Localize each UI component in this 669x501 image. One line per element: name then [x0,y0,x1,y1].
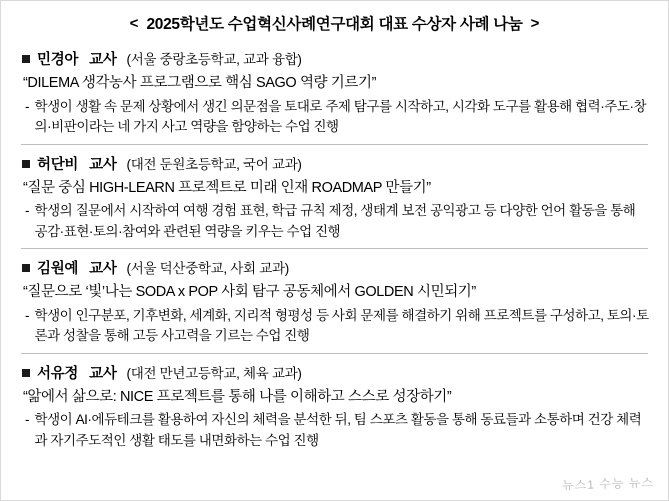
teacher-name: 서유정 [37,365,79,382]
case-item [19,147,650,250]
teacher-role: 교사 [89,261,117,278]
case-description: 학생의 질문에서 시작하여 여행 경험 표현, 학급 규칙 제정, 생태계 보전 공익광고 등 다양한 언어 활동을 통해 공감·표현·토의·참여와 관련된 역량을 키우는 수업 진행 [34,203,636,239]
case-description: 학생이 생활 속 문제 상황에서 생긴 의문점을 토대로 주제 탐구를 시작하고, 시각화 도구를 활용해 협력·주도·창의·비판이라는 네 가지 사고 역량을 함양하는 수업 진행 [34,98,647,135]
case-description: 학생이 인구분포, 기후변화, 세계화, 지리적 형평성 등 사회 문제를 해결하기 위해 프로젝트를 구성하고, 토의·토론과 성찰을 통해 고등 사고력을 기르는 수업 진행 [34,307,649,344]
case-description-row [19,305,650,347]
dash-marker: - [25,203,30,219]
square-bullet-icon [22,264,30,272]
teacher-affiliation: (서울 덕산중학교, 사회 교과) [126,261,289,277]
case-description-row [19,200,650,242]
cases-list [1,40,668,451]
case-header [19,251,650,280]
case-item [19,251,650,354]
teacher-role: 교사 [89,365,117,382]
case-description-row [19,96,650,138]
case-item [19,42,650,145]
case-item [19,356,650,452]
case-quote: “앎에서 삶으로: NICE 프로젝트를 통해 나를 이해하고 스스로 성장하기” [23,388,452,405]
teacher-affiliation: (대전 만년고등학교, 체육 교과) [126,365,302,381]
teacher-role: 교사 [89,156,117,173]
watermark: 뉴스1 수능 뉴스 [561,475,655,493]
case-description-row [19,409,650,451]
teacher-affiliation: (대전 둔원초등학교, 국어 교과) [126,156,302,172]
divider [21,353,648,354]
case-quote: “질문 중심 HIGH-LEARN 프로젝트로 미래 인재 ROADMAP 만들기” [23,179,431,196]
dash-marker: - [25,307,30,323]
divider [21,144,648,145]
teacher-name: 민경아 [37,52,79,68]
dash-marker: - [25,412,30,428]
square-bullet-icon [22,160,30,168]
teacher-name: 김원예 [37,261,79,278]
square-bullet-icon [22,369,30,377]
case-description: 학생이 AI·에듀테크를 활용하여 자신의 체력을 분석한 뒤, 팀 스포츠 활동을 통해 동료들과 소통하며 건강 체력과 자기주도적인 생활 태도를 내면화하는 수업 진행 [34,412,642,448]
page-title [1,1,668,40]
case-quote: “DILEMA 생각농사 프로그램으로 핵심 SAGO 역량 기르기” [23,75,377,91]
title-text: 2025학년도 수업혁신사례연구대회 대표 수상자 사례 나눔 [146,16,523,33]
teacher-role: 교사 [89,52,117,68]
teacher-affiliation: (서울 중랑초등학교, 교과 융합) [126,52,302,67]
dash-marker: - [25,98,30,114]
case-header [19,356,650,385]
case-header [19,147,650,176]
square-bullet-icon [22,55,30,63]
divider [21,248,648,249]
title-bracket-right: > [530,14,540,32]
case-header [19,42,650,71]
teacher-name: 허단비 [37,156,79,173]
case-quote: “질문으로 ‘빛’나는 SODA x POP 사회 탐구 공동체에서 GOLDEN 시민되기” [23,284,476,301]
title-bracket-left: < [129,14,139,32]
